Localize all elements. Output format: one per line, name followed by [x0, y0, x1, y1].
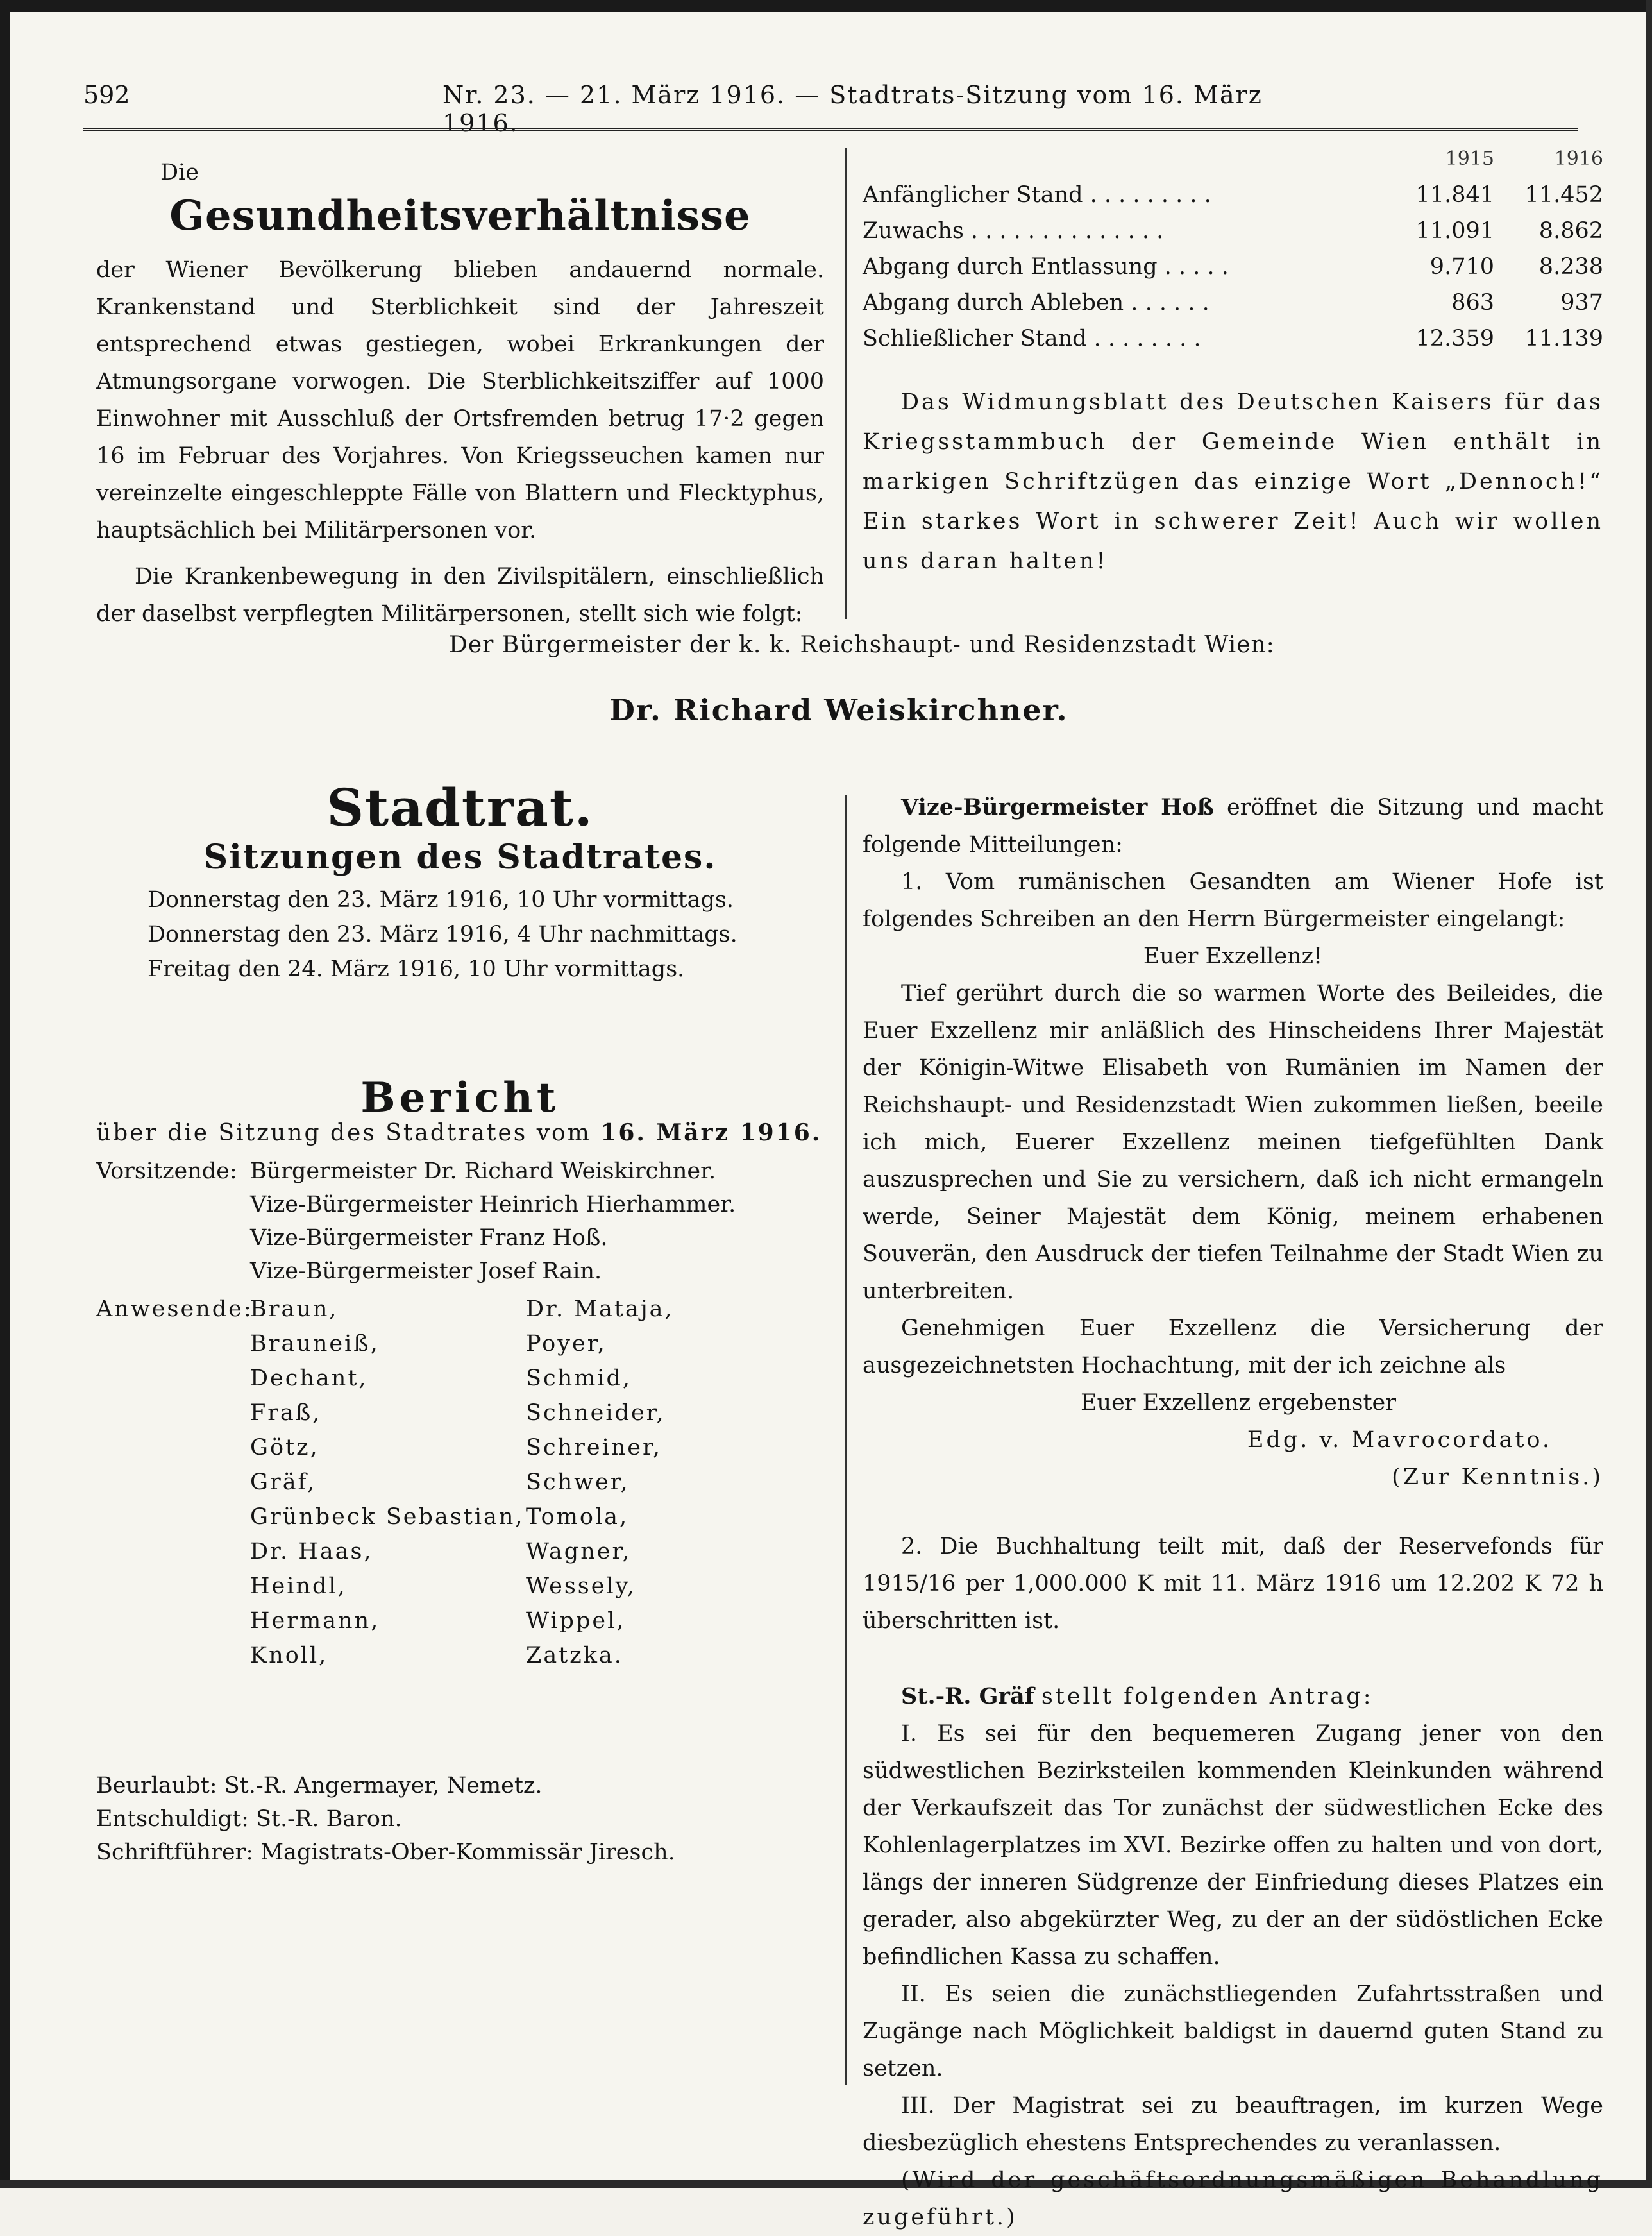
- row-label: Anfänglicher Stand . . . . . . . . .: [863, 182, 1211, 208]
- item-2: 2. Die Buchhaltung teilt mit, daß der Reservefonds für 1915/16 per 1,000.000 K mit 11. März 1916 um 12.202 K 72 h überschritten ist.: [863, 1534, 1603, 1634]
- session-intro: [863, 789, 1603, 863]
- list-item: Wippel,: [526, 1608, 626, 1634]
- list-item: Brauneiß,: [250, 1331, 380, 1357]
- value-1915: 863: [1451, 290, 1494, 316]
- vorsitzende-item: Bürgermeister Dr. Richard Weiskirchner.: [250, 1158, 716, 1184]
- dedication-paragraph: Das Widmungsblatt des Deutschen Kaisers für das Kriegsstammbuch der Gemeinde Wien enthält in markigen Schriftzügen das einzige Wort „Dennoch!“ Ein starkes Wort in schwerer Zeit! Auch wir wollen uns daran halten!: [863, 389, 1603, 574]
- list-item: Schwer,: [526, 1469, 630, 1495]
- bericht-title: Bericht: [360, 1074, 560, 1122]
- value-1916: 11.452: [1524, 182, 1603, 208]
- year-1915-header: 1915: [1445, 148, 1494, 170]
- anwesende-block: [96, 1292, 824, 1673]
- value-1916: 11.139: [1524, 326, 1603, 351]
- bericht-subtitle-prefix: über die Sitzung des Stadtrates vom: [96, 1120, 591, 1146]
- list-item: Poyer,: [526, 1331, 607, 1357]
- letter-body: Tief gerührt durch die so warmen Worte des Beileides, die Euer Exzellenz mir anläßlich des Hinscheidens Ihrer Majestät der Königin-Witwe Elisabeth von Rumänien im Namen der Reichshaupt- und Residenzstadt Wien zukommen ließen, beeile ich mich, Euerer Exzellenz meinen tiefgefühlten Dank auszusprechen und Sie zu versichern, daß ich nicht ermangeln werde, Seiner Majestät dem König, meinem erhabenen Souverän, den Ausdruck der tiefen Teilnahme der Stadt Wien zu unterbreiten.: [863, 981, 1603, 1304]
- item-1-heading: 1. Vom rumänischen Gesandten am Wiener Hofe ist folgendes Schreiben an den Herrn Bürgermeister eingelangt:: [863, 869, 1603, 932]
- list-item: Fraß,: [250, 1400, 322, 1426]
- health-intro-word: Die: [160, 160, 199, 185]
- list-item: Zatzka.: [526, 1643, 623, 1668]
- list-item: Heindl,: [250, 1573, 347, 1599]
- list-item: Wessely,: [526, 1573, 636, 1599]
- attendance-notes: [96, 1769, 824, 1869]
- schedule-item: Donnerstag den 23. März 1916, 10 Uhr vormittags.: [148, 887, 734, 913]
- antrag-point-3: III. Der Magistrat sei zu beauftragen, im kurzen Wege diesbezüglich ehestens Entsprechendes zu veranlassen.: [863, 2093, 1603, 2156]
- list-item: Tomola,: [526, 1504, 629, 1530]
- column-divider-top: [845, 148, 847, 619]
- antrag-closing: (Wird der geschäftsordnungsmäßigen Behandlung zugeführt.): [863, 2167, 1603, 2230]
- list-item: Schmid,: [526, 1366, 632, 1391]
- letter-signature: Edg. v. Mavrocordato.: [1247, 1427, 1552, 1453]
- antrag-point-2: II. Es seien die zunächstliegenden Zufahrtsstraßen und Zugänge nach Möglichkeit baldigst in dauernd guten Stand zu setzen.: [863, 1981, 1603, 2081]
- stats-section: [863, 141, 1603, 581]
- mayor-name: Dr. Richard Weiskirchner.: [609, 693, 1068, 727]
- letter-salutation: Euer Exzellenz!: [1143, 944, 1323, 969]
- session-schedule: [96, 883, 824, 987]
- list-item: Knoll,: [250, 1643, 328, 1668]
- letter-closing: Genehmigen Euer Exzellenz die Versicherung der ausgezeichnetsten Hochachtung, mit der ich zeichne als: [863, 1316, 1603, 1378]
- stadtrat-section: [96, 777, 824, 1869]
- running-title: Nr. 23. — 21. März 1916. — Stadtrats-Sitzung vom 16. März 1916.: [442, 81, 1263, 137]
- stadtrat-title: Stadtrat.: [326, 777, 594, 838]
- table-row: [863, 285, 1603, 321]
- scan-edge-right: [1646, 0, 1652, 2188]
- antrag-name: St.-R. Gräf: [901, 1683, 1034, 1709]
- health-paragraph-2: Die Krankenbewegung in den Zivilspitälern, einschließlich der daselbst verpflegten Militärpersonen, stellt sich wie folgt:: [96, 564, 824, 627]
- scan-edge-left: [0, 0, 10, 2188]
- sitzungen-title: Sitzungen des Stadtrates.: [203, 838, 717, 877]
- page-header: [83, 76, 1276, 137]
- list-item: Dr. Mataja,: [526, 1296, 674, 1322]
- list-item: Dechant,: [250, 1366, 368, 1391]
- row-label: Schließlicher Stand . . . . . . . .: [863, 326, 1201, 351]
- session-intro-rest: eröffnet die Sitzung und macht folgende Mitteilungen:: [863, 795, 1603, 858]
- bericht-subtitle: [96, 1117, 824, 1149]
- list-item: Hermann,: [250, 1608, 380, 1634]
- session-section: [863, 789, 1603, 2236]
- page-number: 592: [83, 81, 130, 109]
- vorsitzende-item: Vize-Bürgermeister Josef Rain.: [250, 1258, 602, 1284]
- row-label: Abgang durch Entlassung . . . . .: [863, 254, 1229, 280]
- column-divider-bottom: [845, 795, 847, 2085]
- anwesende-label: Anwesende:: [96, 1296, 253, 1322]
- stats-header-spacer: [863, 141, 1385, 177]
- year-1916-header: 1916: [1554, 148, 1603, 170]
- mayor-line: Der Bürgermeister der k. k. Reichshaupt- und Residenzstadt Wien:: [449, 632, 1275, 658]
- antrag-rest: stellt folgenden Antrag:: [1041, 1684, 1374, 1709]
- value-1916: 8.862: [1538, 218, 1603, 244]
- list-item: Götz,: [250, 1435, 319, 1461]
- vorsitzende-label: Vorsitzende:: [96, 1158, 237, 1184]
- list-item: Gräf,: [250, 1469, 317, 1495]
- table-row: [863, 249, 1603, 285]
- list-item: Schneider,: [526, 1400, 666, 1426]
- value-1916: 937: [1560, 290, 1603, 316]
- health-paragraph-1: der Wiener Bevölkerung blieben andauernd normale. Krankenstand und Sterblichkeit sind der Jahreszeit entsprechend etwas gestiegen, wobei Erkrankungen der Atmungsorgane vorwogen. Die Sterblichkeitsziffer auf 1000 Einwohner mit Ausschluß der Ortsfremden betrug 17·2 gegen 16 im Februar des Vorjahres. Von Kriegsseuchen kamen nur vereinzelte eingeschleppte Fälle von Blattern und Flecktyphus, hauptsächlich bei Militärpersonen vor.: [96, 257, 824, 543]
- entschuldigt-line: Entschuldigt: St.-R. Baron.: [96, 1806, 402, 1832]
- row-label: Zuwachs . . . . . . . . . . . . . .: [863, 218, 1164, 244]
- table-row: [863, 177, 1603, 213]
- schedule-item: Donnerstag den 23. März 1916, 4 Uhr nachmittags.: [148, 922, 738, 947]
- antrag-intro: [863, 1678, 1603, 1715]
- header-rule: [83, 128, 1578, 131]
- health-section: [96, 154, 824, 632]
- schedule-item: Freitag den 24. März 1916, 10 Uhr vormittags.: [148, 956, 685, 982]
- row-label: Abgang durch Ableben . . . . . .: [863, 290, 1210, 316]
- table-row: [863, 321, 1603, 357]
- value-1916: 8.238: [1538, 254, 1603, 280]
- table-row: [863, 213, 1603, 249]
- value-1915: 12.359: [1415, 326, 1494, 351]
- hospital-stats-table: [863, 141, 1603, 357]
- bericht-subtitle-date: 16. März 1916.: [600, 1119, 822, 1146]
- vorsitzende-item: Vize-Bürgermeister Franz Hoß.: [250, 1225, 608, 1251]
- beurlaubt-line: Beurlaubt: St.-R. Angermayer, Nemetz.: [96, 1773, 543, 1799]
- value-1915: 9.710: [1429, 254, 1494, 280]
- vorsitzende-item: Vize-Bürgermeister Heinrich Hierhammer.: [250, 1192, 736, 1217]
- value-1915: 11.841: [1415, 182, 1494, 208]
- stats-header-row: [863, 141, 1603, 177]
- session-intro-name: Vize-Bürgermeister Hoß: [901, 794, 1215, 820]
- vorsitzende-block: [96, 1155, 824, 1288]
- anwesende-col1: [250, 1292, 526, 1673]
- list-item: Schreiner,: [526, 1435, 662, 1461]
- list-item: Dr. Haas,: [250, 1539, 373, 1564]
- list-item: Braun,: [250, 1296, 339, 1322]
- value-1915: 11.091: [1415, 218, 1494, 244]
- kenntnis-note: (Zur Kenntnis.): [1392, 1464, 1603, 1490]
- anwesende-col2: [526, 1292, 757, 1673]
- health-title: Gesundheitsverhältnisse: [169, 192, 751, 240]
- list-item: Grünbeck Sebastian,: [250, 1504, 525, 1530]
- schriftfuehrer-line: Schriftführer: Magistrats-Ober-Kommissär Jiresch.: [96, 1840, 675, 1865]
- list-item: Wagner,: [526, 1539, 632, 1564]
- antrag-point-1: I. Es sei für den bequemeren Zugang jener von den südwestlichen Bezirksteilen kommenden Kleinkunden während der Verkaufszeit das Tor zunächst der südwestlichen Ecke des Kohlenlagerplatzes im XVI. Bezirke offen zu halten und von dort, längs der inneren Südgrenze der Einfriedung dieses Platzes ein gerader, also abgekürzter Weg, zu der an der südöstlichen Ecke befindlichen Kassa zu schaffen.: [863, 1721, 1603, 1970]
- scan-edge-top: [0, 0, 1652, 12]
- letter-signoff: Euer Exzellenz ergebenster: [1081, 1390, 1396, 1416]
